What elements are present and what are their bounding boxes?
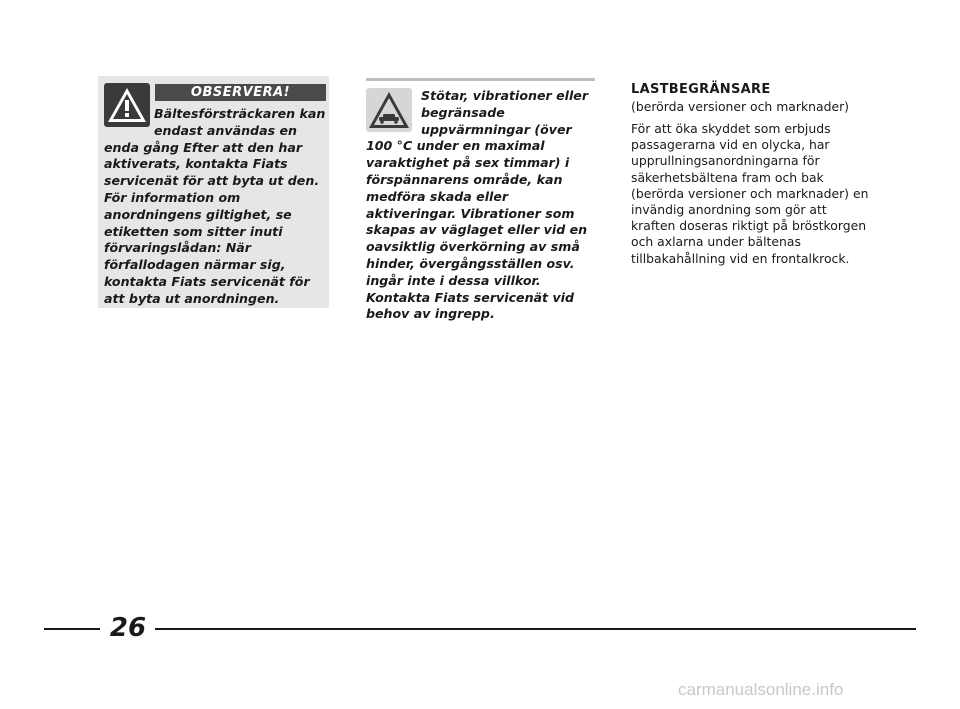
lastbegransare-section: [631, 81, 871, 267]
caution-text-block: [366, 88, 594, 323]
warning-text: Bältesförsträckaren kan endast användas en enda gång Efter att den har aktiverats, kontakta Fiats servicenät för att byta ut den. För information om anordningens giltighet, se etiketten som sitter inuti förvaringslådan: När förfallodagen närmar sig, kontakta Fiats servicenät för att byta ut anordningen.: [104, 106, 326, 306]
observera-header: OBSERVERA!: [155, 84, 326, 101]
page-number: 26: [109, 613, 147, 643]
section-heading: LASTBEGRÄNSARE: [631, 82, 771, 97]
watermark: carmanualsonline.info: [678, 680, 844, 699]
section-subheading: (berörda versioner och marknader): [631, 99, 850, 114]
column-divider-rule: [366, 78, 595, 81]
warning-text-block: [104, 106, 326, 308]
caution-text: Stötar, vibrationer eller begränsade uppvärmningar (över 100 °C under en maximal varaktighet på sex timmar) i förspännarens område, kan medföra skada eller aktiveringar. Vibrationer som skapas av väglaget eller vid en oavsiktlig överkörning av små hinder, övergångsställen osv. ingår inte i dessa villkor. Kontakta Fiats servicenät vid behov av ingrepp.: [366, 88, 589, 322]
footer-rule-right: [155, 628, 916, 630]
footer-rule-left: [44, 628, 100, 630]
section-body: För att öka skyddet som erbjuds passagerarna vid en olycka, har upprullningsanordningarna för säkerhetsbältena fram och bak (berörda versioner och marknader) en invändig anordning som gör att kraften doseras riktigt på bröstkorgen och axlarna under bältenas tillbakahållning vid en frontalkrock.: [631, 121, 869, 266]
